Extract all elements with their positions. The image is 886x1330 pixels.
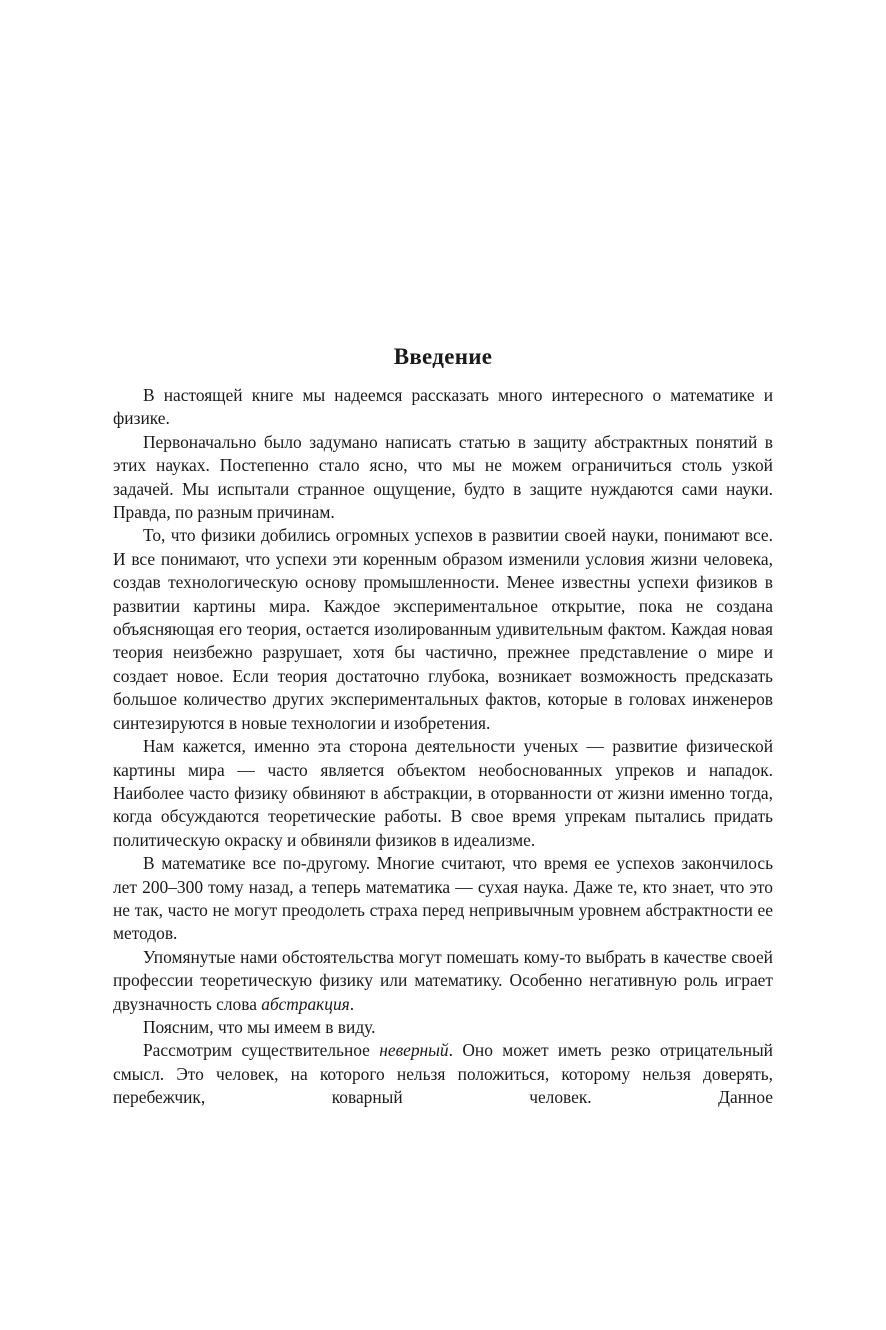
paragraph: Нам кажется, именно эта сторона деятельности ученых — развитие физической картины мира — часто является объектом необоснованных упреков и нападок. Наиболее часто физику обвиняют в абстракции, в оторванности от жизни именно тогда, когда обсуждаются теоретические работы. В свое время упрекам пытались придать политическую окраску и обвиняли физиков в идеализме. bbox=[113, 736, 773, 850]
paragraph: В настоящей книге мы надеемся рассказать много интересного о математике и физике. bbox=[113, 385, 773, 429]
emphasized-word: неверный bbox=[379, 1040, 449, 1061]
paragraph: То, что физики добились огромных успехов в развитии своей науки, понимают все. И все понимают, что успехи эти коренным образом изменили условия жизни человека, создав технологическую основу промышленности. Менее известны успехи физиков в развитии картины мира. Каждое экспериментальное открытие, пока не создана объясняющая его теория, остается изолированным удивительным фактом. Каждая новая теория неизбежно разрушает, хотя бы частично, прежнее представление о мире и создает новое. Если теория достаточно глубока, возникает возможность предсказать большое количество других экспериментальных фактов, которые в головах инженеров синтезируются в новые технологии и изобретения. bbox=[113, 525, 773, 733]
chapter-title: Введение bbox=[393, 344, 493, 369]
paragraph-text: Упомянутые нами обстоятельства могут помешать кому-то выбрать в качестве своей профессии теоретическую физику или математику. Особенно негативную роль играет двузначность слова bbox=[113, 946, 773, 1014]
paragraph-text: . Оно может иметь резко отрицательный смысл. Это человек, на которого нельзя положиться, которому нельзя доверять, перебежчик, коварный человек. Данное bbox=[113, 1040, 773, 1108]
paragraph bbox=[113, 946, 773, 1016]
paragraph: Первоначально было задумано написать статью в защиту абстрактных понятий в этих науках. Постепенно стало ясно, что мы не можем ограничиться столь узкой задачей. Мы испытали странное ощущение, будто в защите нуждаются сами науки. Правда, по разным причинам. bbox=[113, 431, 773, 523]
paragraph: Поясним, что мы имеем в виду. bbox=[143, 1016, 376, 1037]
paragraph-text: . bbox=[349, 993, 355, 1014]
paragraph bbox=[113, 1039, 773, 1109]
paragraph: В математике все по-другому. Многие считают, что время ее успехов закончилось лет 200–300 тому назад, а теперь математика — сухая наука. Даже те, кто знает, что это не так, часто не могут преодолеть страха перед непривычным уровнем абстрактности ее методов. bbox=[113, 853, 773, 944]
body-text bbox=[113, 384, 773, 1110]
emphasized-word: абстракция bbox=[261, 993, 350, 1014]
paragraph-text: Рассмотрим существительное bbox=[143, 1040, 380, 1061]
